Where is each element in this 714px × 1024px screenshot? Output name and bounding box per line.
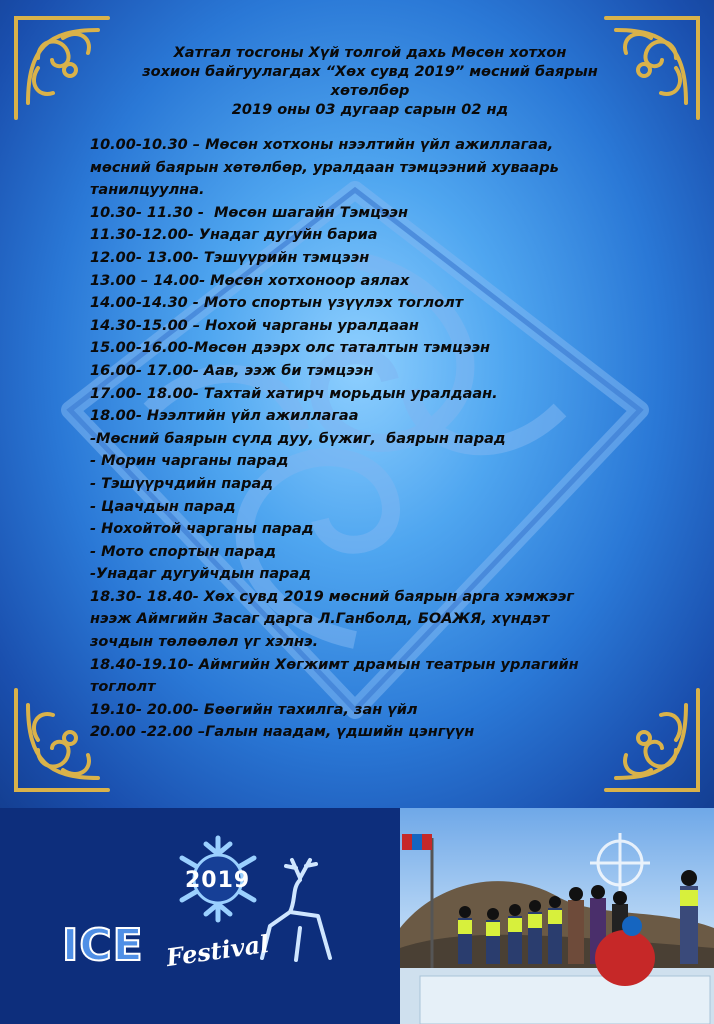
schedule-line: танилцуулна.	[90, 182, 205, 199]
logo-year: 2019	[185, 868, 251, 893]
corner-ornament-icon	[8, 8, 118, 128]
ice-festival-logo	[0, 808, 400, 1024]
schedule-line: 10.00-10.30 – Мөсөн хотхоны нээлтийн үйл ажиллагаа,	[90, 137, 554, 153]
title-line: хөтөлбөр	[330, 83, 410, 99]
logo-ice-text: ICE	[62, 920, 144, 971]
reindeer-icon	[0, 808, 400, 1024]
schedule-line: - Мото спортын парад	[90, 543, 277, 560]
schedule-line: 11.30-12.00- Унадаг дугуйн бариа	[90, 227, 378, 244]
schedule-line: 16.00- 17.00- Аав, ээж би тэмцээн	[90, 362, 374, 379]
schedule-line: 12.00- 13.00- Тэшүүрийн тэмцээн	[90, 249, 370, 266]
schedule-line: зочдын төлөөлөл үг хэлнэ.	[90, 634, 319, 651]
schedule-line: тоглолт	[90, 679, 156, 696]
schedule-line: 19.10- 20.00- Бөөгийн тахилга, зан үйл	[90, 701, 418, 718]
schedule-list	[90, 134, 690, 744]
schedule-line: -Мөсний баярын сүлд дуу, бүжиг, баярын парад	[90, 430, 506, 447]
poster-title	[110, 44, 630, 120]
title-line: зохион байгуулагдах “Хөх сувд 2019” мөсний баярын	[142, 64, 598, 80]
photo-illustration	[400, 808, 714, 1024]
schedule-line: 17.00- 18.00- Тахтай хатирч морьдын уралдаан.	[90, 385, 498, 402]
schedule-line: - Нохойтой чарганы парад	[90, 521, 314, 538]
schedule-line: -Унадаг дугуйчдын парад	[90, 566, 311, 583]
schedule-line: 20.00 -22.00 –Галын наадам, үдшийн цэнгүүн	[90, 724, 475, 741]
schedule-line: нээж Аймгийн Засаг дарга Л.Ганболд, БОАЖЯ, хүндэт	[90, 611, 550, 628]
schedule-line: - Морин чарганы парад	[90, 453, 289, 470]
schedule-line: 18.30- 18.40- Хөх сувд 2019 мөсний баярын арга хэмжээг	[90, 588, 574, 605]
schedule-line: 14.30-15.00 – Нохой чарганы уралдаан	[90, 317, 419, 334]
event-photo	[400, 808, 714, 1024]
schedule-line: 18.40-19.10- Аймгийн Хөгжимт драмын театрын урлагийн	[90, 656, 579, 673]
schedule-line: - Тэшүүрчдийн парад	[90, 475, 273, 492]
title-line: Хатгал тосгоны Хүй толгой дахь Мөсөн хотхон	[173, 45, 567, 61]
schedule-line: 10.30- 11.30 - Мөсөн шагайн Тэмцээн	[90, 204, 409, 221]
schedule-line: 15.00-16.00-Мөсөн дээрх олс таталтын тэмцээн	[90, 340, 491, 357]
schedule-line: 18.00- Нээлтийн үйл ажиллагаа	[90, 408, 359, 425]
logo-festival-text: Festival	[164, 928, 271, 973]
schedule-line: мөсний баярын хөтөлбөр, уралдаан тэмцээний хуваарь	[90, 159, 559, 176]
schedule-line: - Цаачдын парад	[90, 498, 236, 515]
schedule-line: 14.00-14.30 - Мото спортын үзүүлэх тоглолт	[90, 295, 464, 312]
schedule-line: 13.00 – 14.00- Мөсөн хотхоноор аялах	[90, 272, 410, 289]
bottom-strip	[0, 808, 714, 1024]
title-date: 2019 оны 03 дугаар сарын 02 нд	[231, 102, 509, 118]
